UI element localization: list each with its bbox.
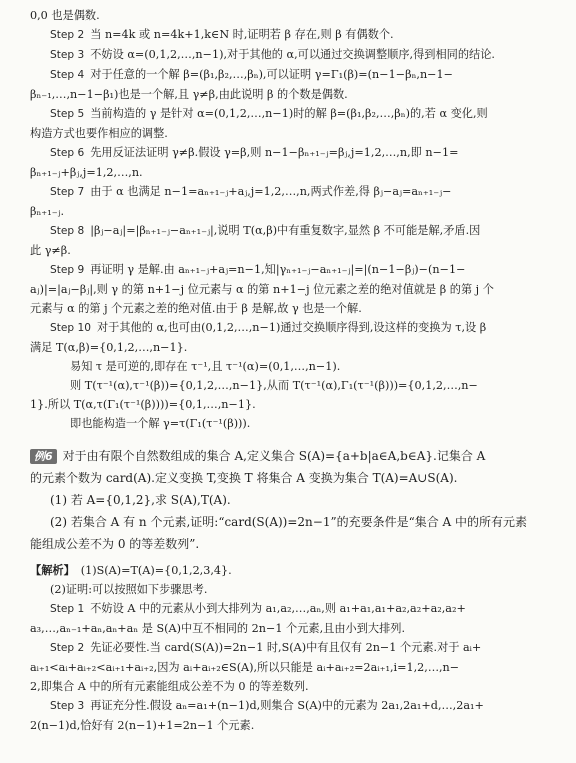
text-line: 易知 τ 是可逆的,即存在 τ⁻¹,且 τ⁻¹(α)=(0,1,…,n−1). [70, 360, 341, 373]
analysis-section [30, 561, 546, 735]
text-line: 0,0 也是偶数. [30, 9, 100, 22]
step-paragraph [30, 25, 546, 45]
step-paragraph [30, 599, 546, 619]
step-paragraph [30, 143, 546, 163]
text-line: aⱼ)|=|aⱼ−βⱼ|,则 γ 的第 n+1−j 位元素与 α 的第 n+1−j 位元素之差的绝对值就是 β 的第 j 个 [30, 283, 494, 296]
step-label: Step 1 [50, 603, 85, 615]
text-line: βₙ₋₁,…,n−1−β₁)也是一个解,且 γ≠β,由此说明 β 的个数是偶数. [30, 88, 348, 101]
step-text: 先用反证法证明 γ≠β.假设 γ=β,则 n−1−βₙ₊₁₋ⱼ=βⱼ,j=1,2,…,n,即 n−1= [90, 146, 459, 159]
step-text: 当 n=4k 或 n=4k+1,k∈N 时,证明若 β 存在,则 β 有偶数个. [90, 28, 394, 41]
step-text: 不妨设 α=(0,1,2,…,n−1),对于其他的 α,可以通过交换调整顺序,得到相同的结论. [90, 48, 495, 61]
example-problem-line: 的元素个数为 card(A).定义变换 T,变换 T 将集合 A 变换为集合 T(A)=A∪S(A). [30, 471, 458, 485]
step-label: Step 3 [50, 700, 85, 712]
step-label: Step 6 [50, 147, 85, 159]
text-line: 2(n−1)d,恰好有 2(n−1)+1=2n−1 个元素. [30, 719, 255, 732]
example-problem-line: 例6 对于由有限个自然数组成的集合 A,定义集合 S(A)={a+b|a∈A,b∈A}.记集合 A [30, 445, 546, 467]
step-label: Step 5 [50, 108, 85, 120]
proof-steps-section [30, 6, 546, 433]
step-paragraph [30, 65, 546, 85]
step-paragraph [30, 104, 546, 124]
step-paragraph [30, 318, 546, 338]
text-line: 1}.所以 T(α,τ(Γ₁(τ⁻¹(β))))={0,1,…,n−1}. [30, 398, 256, 411]
step-paragraph [30, 182, 546, 202]
step-label: Step 8 [50, 225, 85, 237]
step-paragraph [30, 696, 546, 716]
analysis-subheading: (2)证明:可以按照如下步骤思考. [50, 583, 208, 596]
step-label: Step 3 [50, 49, 85, 61]
step-text: 再证充分性.假设 aₙ=a₁+(n−1)d,则集合 S(A)中的元素为 2a₁,2a₁+d,…,2a₁+ [90, 699, 484, 712]
analysis-label: 【解析】 [30, 564, 75, 577]
step-text: 对于任意的一个解 β=(β₁,β₂,…,βₙ),可以证明 γ=Γ₁(β)=(n−1−βₙ,n−1− [90, 68, 454, 81]
step-label: Step 9 [50, 264, 85, 276]
text-line: 2,即集合 A 中的所有元素能组成公差不为 0 的等差数列. [30, 680, 309, 693]
question-1: (1) 若 A={0,1,2},求 S(A),T(A). [50, 493, 231, 507]
text-line: 则 T(τ⁻¹(α),τ⁻¹(β))={0,1,2,…,n−1},从而 T(τ⁻¹(α),Γ₁(τ⁻¹(β)))={0,1,2,…,n− [70, 379, 478, 392]
step-label: Step 2 [50, 642, 85, 654]
analysis-heading: 【解析】 (1)S(A)=T(A)={0,1,2,3,4}. [30, 564, 232, 577]
example-6 [30, 445, 546, 555]
text-line: 元素与 α 的第 j 个元素之差的绝对值.由于 β 是解,故 γ 也是一个解. [30, 302, 362, 315]
text-line: aᵢ₊₁<aᵢ+aᵢ₊₂<aᵢ₊₁+aᵢ₊₂,因为 aᵢ+aᵢ₊₂∈S(A),所以只能是 aᵢ+aᵢ₊₂=2aᵢ₊₁,i=1,2,…,n− [30, 661, 460, 674]
text-line: βₙ₊₁₋ⱼ. [30, 205, 65, 218]
step-label: Step 7 [50, 186, 85, 198]
step-text: |βⱼ−aⱼ|=|βₙ₊₁₋ⱼ−aₙ₊₁₋ⱼ|,说明 T(α,β)中有重复数字,显然 β 不可能是解,矛盾.因 [90, 224, 481, 237]
step-paragraph [30, 45, 546, 65]
step-text: 对于其他的 α,也可由(0,1,2,…,n−1)通过交换顺序得到,设这样的变换为 τ,设 β [96, 321, 487, 334]
step-label: Step 2 [50, 29, 85, 41]
text-line: a₃,…,aₙ₋₁+aₙ,aₙ+aₙ 是 S(A)中互不相同的 2n−1 个元素,且由小到大排列. [30, 622, 406, 635]
text-line: 即也能构造一个解 γ=τ(Γ₁(τ⁻¹(β))). [70, 417, 251, 430]
step-label: Step 10 [50, 322, 91, 334]
step-text: 当前构造的 γ 是针对 α=(0,1,2,…,n−1)时的解 β=(β₁,β₂,…,βₙ)的,若 α 变化,则 [90, 107, 488, 120]
step-paragraph [30, 260, 546, 280]
text-line: 此 γ≠β. [30, 244, 71, 257]
step-text: 不妨设 A 中的元素从小到大排列为 a₁,a₂,…,aₙ,则 a₁+a₁,a₁+a₂,a₂+a₂,a₂+ [90, 602, 466, 615]
text-line: 构造方式也要作相应的调整. [30, 127, 168, 140]
text-line: βₙ₊₁₋ⱼ+βⱼ,j=1,2,…,n. [30, 166, 143, 179]
step-paragraph [30, 221, 546, 241]
step-paragraph [30, 638, 546, 658]
step-text: 先证必要性.当 card(S(A))=2n−1 时,S(A)中有且仅有 2n−1 个元素.对于 aᵢ+ [90, 641, 482, 654]
question-2: (2) 若集合 A 有 n 个元素,证明:“card(S(A))=2n−1”的充要条件是“集合 A 中的所有元素 [50, 515, 528, 529]
example-badge: 例6 [30, 449, 57, 464]
question-2-continued: 能组成公差不为 0 的等差数列”. [30, 537, 200, 551]
text-line: 满足 T(α,β)={0,1,2,…,n−1}. [30, 341, 188, 354]
step-label: Step 4 [50, 69, 85, 81]
step-text: 再证明 γ 是解.由 aₙ₊₁₋ⱼ+aⱼ=n−1,知|γₙ₊₁₋ⱼ−aₙ₊₁₋ⱼ|=|(n−1−βⱼ)−(n−1− [90, 263, 466, 276]
step-text: 由于 α 也满足 n−1=aₙ₊₁₋ⱼ+aⱼ,j=1,2,…,n,两式作差,得 βⱼ−aⱼ=aₙ₊₁₋ⱼ− [90, 185, 452, 198]
